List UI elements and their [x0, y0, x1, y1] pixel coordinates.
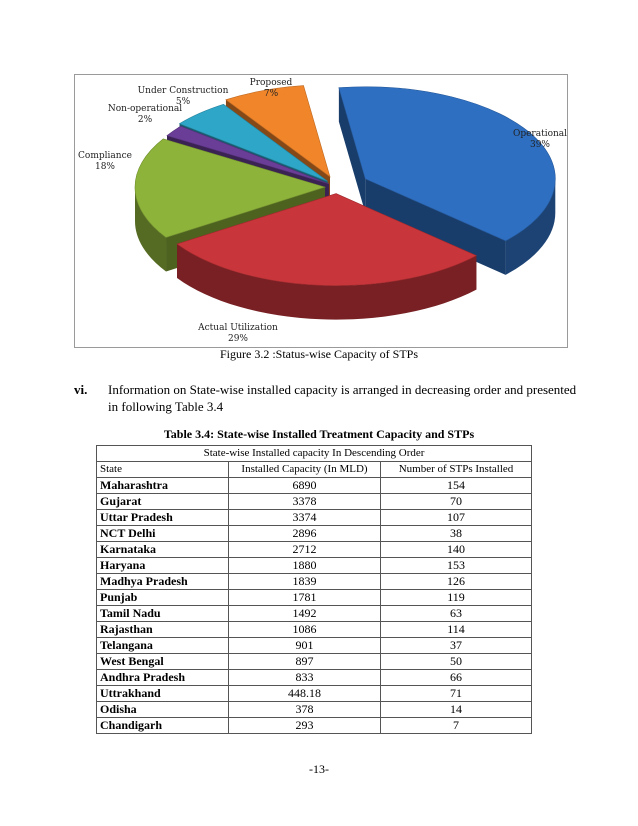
column-header-state: State: [97, 462, 229, 478]
cell-stps: 70: [381, 494, 532, 510]
table-row: [97, 478, 532, 494]
cell-state: Uttrakhand: [97, 686, 229, 702]
cell-capacity: 901: [229, 638, 381, 654]
label-actual-utilization-name: Actual Utilization: [198, 323, 278, 333]
cell-stps: 107: [381, 510, 532, 526]
cell-capacity: 2896: [229, 526, 381, 542]
cell-state: Andhra Pradesh: [97, 670, 229, 686]
label-actual-utilization: [193, 323, 283, 345]
cell-stps: 114: [381, 622, 532, 638]
figure-caption: Figure 3.2 :Status-wise Capacity of STPs: [220, 347, 418, 361]
cell-stps: 154: [381, 478, 532, 494]
state-capacity-table: [96, 445, 532, 734]
table-span-header-row: [97, 446, 532, 462]
label-compliance-name: Compliance: [78, 151, 132, 161]
cell-stps: 140: [381, 542, 532, 558]
section-paragraph: Information on State-wise installed capacity is arranged in decreasing order and presented in following Table 3.4: [108, 382, 577, 414]
label-under-construction-value: 5%: [175, 97, 191, 107]
cell-state: Madhya Pradesh: [97, 574, 229, 590]
label-operational-value: 39%: [529, 140, 550, 150]
table-row: [97, 542, 532, 558]
cell-capacity: 1492: [229, 606, 381, 622]
cell-stps: 38: [381, 526, 532, 542]
table-row: [97, 526, 532, 542]
table-span-header: State-wise Installed capacity In Descending Order: [97, 446, 532, 462]
table-row: [97, 606, 532, 622]
cell-stps: 66: [381, 670, 532, 686]
table-row: [97, 574, 532, 590]
cell-stps: 71: [381, 686, 532, 702]
cell-state: Punjab: [97, 590, 229, 606]
cell-capacity: 448.18: [229, 686, 381, 702]
cell-state: Telangana: [97, 638, 229, 654]
table-row: [97, 622, 532, 638]
label-under-construction-name: Under Construction: [137, 86, 229, 96]
cell-state: Rajasthan: [97, 622, 229, 638]
cell-capacity: 1781: [229, 590, 381, 606]
cell-capacity: 3378: [229, 494, 381, 510]
label-proposed: [241, 78, 301, 100]
cell-capacity: 2712: [229, 542, 381, 558]
label-under-construction: [133, 86, 233, 108]
cell-capacity: 1086: [229, 622, 381, 638]
label-compliance-value: 18%: [94, 162, 115, 172]
cell-stps: 63: [381, 606, 532, 622]
cell-state: Tamil Nadu: [97, 606, 229, 622]
label-non-operational-value: 2%: [137, 115, 153, 125]
cell-state: Uttar Pradesh: [97, 510, 229, 526]
label-compliance: [75, 151, 135, 173]
cell-state: NCT Delhi: [97, 526, 229, 542]
cell-state: Haryana: [97, 558, 229, 574]
table-row: [97, 558, 532, 574]
cell-state: Chandigarh: [97, 718, 229, 734]
cell-capacity: 1880: [229, 558, 381, 574]
table-row: [97, 686, 532, 702]
table-row: [97, 702, 532, 718]
table-row: [97, 590, 532, 606]
table-title: Table 3.4: State-wise Installed Treatment Capacity and STPs: [163, 427, 475, 441]
cell-state: West Bengal: [97, 654, 229, 670]
cell-state: Karnataka: [97, 542, 229, 558]
table-column-header-row: [97, 462, 532, 478]
pie-chart: [74, 74, 568, 348]
label-proposed-name: Proposed: [249, 78, 293, 88]
cell-stps: 126: [381, 574, 532, 590]
cell-capacity: 378: [229, 702, 381, 718]
cell-capacity: 1839: [229, 574, 381, 590]
table-row: [97, 718, 532, 734]
cell-stps: 37: [381, 638, 532, 654]
cell-capacity: 6890: [229, 478, 381, 494]
column-header-stps: Number of STPs Installed: [381, 462, 532, 478]
table-row: [97, 638, 532, 654]
cell-state: Maharashtra: [97, 478, 229, 494]
cell-stps: 14: [381, 702, 532, 718]
cell-stps: 50: [381, 654, 532, 670]
label-non-operational-name: Non-operational: [107, 104, 183, 114]
label-actual-utilization-value: 29%: [227, 334, 248, 344]
cell-stps: 153: [381, 558, 532, 574]
cell-capacity: 293: [229, 718, 381, 734]
table-row: [97, 670, 532, 686]
label-operational: [505, 129, 575, 151]
table-row: [97, 510, 532, 526]
label-proposed-value: 7%: [263, 89, 279, 99]
section-number: vi.: [74, 382, 88, 397]
cell-stps: 7: [381, 718, 532, 734]
cell-state: Odisha: [97, 702, 229, 718]
page-number: -13-: [309, 762, 329, 776]
column-header-capacity: Installed Capacity (In MLD): [229, 462, 381, 478]
cell-stps: 119: [381, 590, 532, 606]
cell-state: Gujarat: [97, 494, 229, 510]
cell-capacity: 3374: [229, 510, 381, 526]
table-row: [97, 494, 532, 510]
cell-capacity: 897: [229, 654, 381, 670]
label-operational-name: Operational: [512, 129, 568, 139]
cell-capacity: 833: [229, 670, 381, 686]
table-row: [97, 654, 532, 670]
